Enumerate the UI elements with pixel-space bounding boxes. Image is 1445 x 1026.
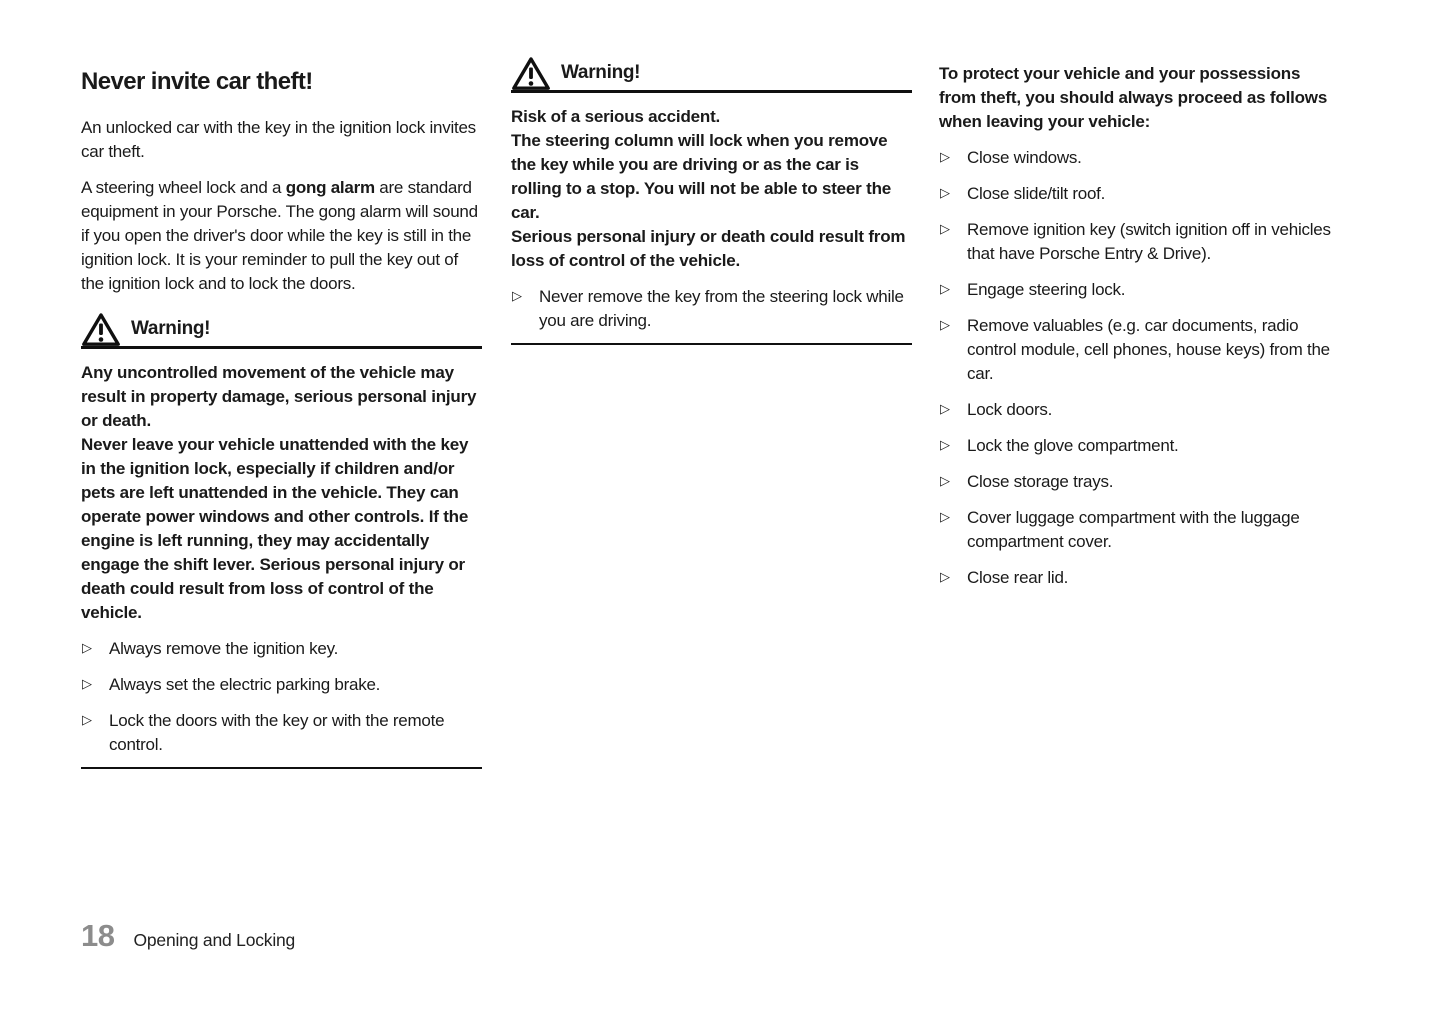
list-item-text: Cover luggage compartment with the luggage compartment cover. [967,508,1300,551]
list-item-text: Lock the doors with the key or with the remote control. [109,711,445,754]
bullet-triangle-icon: ▷ [940,438,950,453]
list-item-text: Engage steering lock. [967,280,1126,299]
column-left [81,62,482,769]
list-item-text: Close slide/tilt roof. [967,184,1106,203]
bullet-triangle-icon: ▷ [940,318,950,333]
list-item-text: Lock doors. [967,400,1053,419]
warning-text [511,93,912,273]
warning-text [81,349,482,625]
list-item [939,218,1339,266]
list-item [81,673,482,697]
bullet-triangle-icon: ▷ [940,186,950,201]
list-item-text: Lock the glove compartment. [967,436,1179,455]
list-item [939,506,1339,554]
list-item [939,146,1339,170]
list-item [939,398,1339,422]
chapter-title: Opening and Locking [133,930,296,950]
list-item-text: Close windows. [967,148,1082,167]
bullet-triangle-icon: ▷ [940,282,950,297]
warning-bullet-list [511,285,912,333]
page-footer [81,918,295,954]
list-item-text: Remove valuables (e.g. car documents, radio control module, cell phones, house keys) from the car. [967,316,1330,383]
bullet-triangle-icon: ▷ [940,570,950,585]
list-item [939,314,1339,386]
warning-triangle-icon [81,312,121,346]
theft-protection-intro: To protect your vehicle and your possessions from theft, you should always proceed as follows when leaving your vehicle: [939,64,1328,131]
warning-block-middle [511,56,912,345]
bullet-triangle-icon: ▷ [940,222,950,237]
bullet-triangle-icon: ▷ [940,510,950,525]
list-item [939,434,1339,458]
warning-triangle-icon [511,56,551,90]
warning-line: Risk of a serious accident. [511,107,721,126]
warning-label: Warning! [131,318,211,339]
list-item [81,709,482,757]
warning-label: Warning! [561,62,641,83]
page-number: 18 [81,918,115,953]
list-item [939,182,1339,206]
list-item [939,278,1339,302]
list-item [939,470,1339,494]
list-item-text: Close storage trays. [967,472,1114,491]
paragraph-unlocked-car: An unlocked car with the key in the ignition lock invites car theft. [81,118,476,161]
column-right [939,62,1339,590]
bullet-triangle-icon: ▷ [512,289,522,304]
gong-alarm-bold-text: gong alarm [285,178,375,197]
list-item-text: Always set the electric parking brake. [109,675,381,694]
bullet-triangle-icon: ▷ [940,150,950,165]
warning-line: The steering column will lock when you remove the key while you are driving or as the car is rolling to a stop. You will not be able to steer the car. [511,131,892,222]
bullet-triangle-icon: ▷ [82,641,92,656]
theft-protection-bullet-list [939,146,1339,590]
paragraph-gong-alarm [81,176,482,296]
bullet-triangle-icon: ▷ [82,677,92,692]
list-item [511,285,912,333]
warning-line: Any uncontrolled movement of the vehicle may result in property damage, serious personal injury or death. [81,363,477,430]
warning-header [511,56,912,93]
list-item-text: Never remove the key from the steering lock while you are driving. [539,287,904,330]
paragraph-text: A steering wheel lock and a [81,178,286,197]
list-item [939,566,1339,590]
warning-header [81,312,482,349]
list-item-text: Close rear lid. [967,568,1069,587]
warning-bullet-list [81,637,482,757]
list-item [81,637,482,661]
list-item-text: Remove ignition key (switch ignition off in vehicles that have Porsche Entry & Drive). [967,220,1331,263]
list-item-text: Always remove the ignition key. [109,639,339,658]
bullet-triangle-icon: ▷ [940,402,950,417]
warning-block-left [81,312,482,769]
warning-line: Never leave your vehicle unattended with the key in the ignition lock, especially if children and/or pets are left unattended in the vehicle. They can operate power windows and other controls. If the engine is left running, they may accidentally engage the shift lever. Serious personal injury or death could result from loss of control of the vehicle. [81,435,469,622]
bullet-triangle-icon: ▷ [82,713,92,728]
paragraph-text: are standard equipment in your Porsche. The gong alarm will sound if you open the driver's door while the key is still in the ignition lock. It is your reminder to pull the key out of the ignition lock and to lock the doors. [81,178,478,293]
column-middle [511,56,912,345]
section-title: Never invite car theft! [81,68,313,95]
warning-line: Serious personal injury or death could result from loss of control of the vehicle. [511,227,906,270]
bullet-triangle-icon: ▷ [940,474,950,489]
